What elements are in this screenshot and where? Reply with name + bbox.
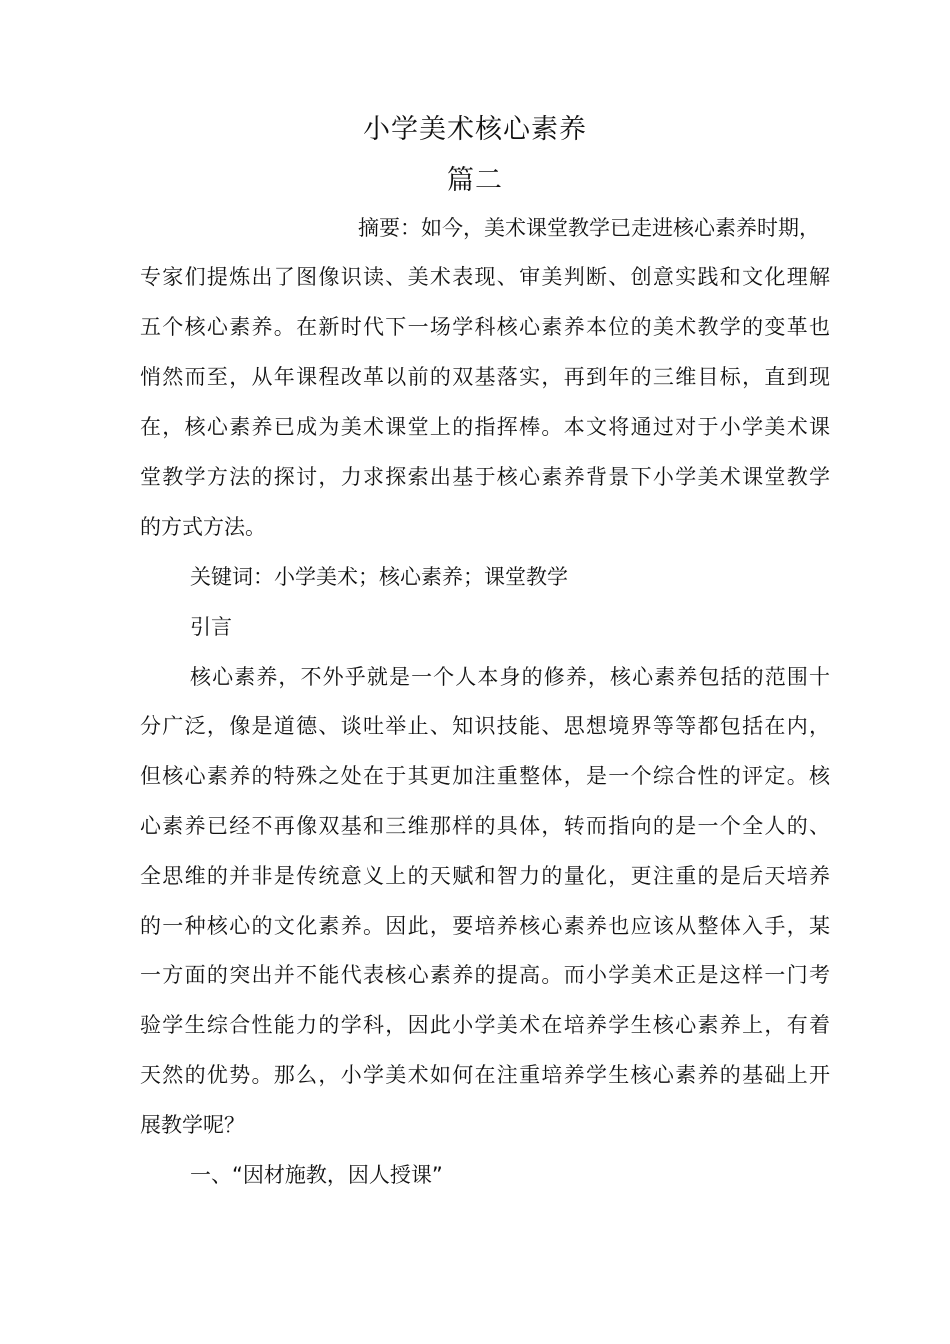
intro-line: 验学生综合性能力的学科，因此小学美术在培养学生核心素养上，有着 [140, 1013, 830, 1037]
intro-line: 分广泛，像是道德、谈吐举止、知识技能、思想境界等等都包括在内， [140, 714, 830, 738]
document-subtitle: 篇二 [447, 165, 503, 196]
abstract-line: 在，核心素养已成为美术课堂上的指挥棒。本文将通过对于小学美术课 [140, 415, 830, 439]
abstract-line: 堂教学方法的探讨，力求探索出基于核心素养背景下小学美术课堂教学 [140, 465, 830, 489]
section-heading: 一、“因材施教，因人授课” [190, 1163, 443, 1187]
intro-line: 但核心素养的特殊之处在于其更加注重整体，是一个综合性的评定。核 [140, 764, 830, 788]
abstract-line: 五个核心素养。在新时代下一场学科核心素养本位的美术教学的变革也 [140, 315, 830, 339]
intro-line: 心素养已经不再像双基和三维那样的具体，转而指向的是一个全人的、 [140, 814, 830, 838]
intro-line: 天然的优势。那么，小学美术如何在注重培养学生核心素养的基础上开 [140, 1063, 830, 1087]
document-title: 小学美术核心素养 [363, 114, 587, 145]
keywords: 关键词：小学美术；核心素养；课堂教学 [190, 565, 568, 589]
intro-line: 展教学呢？ [140, 1113, 245, 1137]
intro-line: 全思维的并非是传统意义上的天赋和智力的量化，更注重的是后天培养 [140, 864, 830, 888]
intro-line: 核心素养，不外乎就是一个人本身的修养，核心素养包括的范围十 [190, 665, 830, 689]
intro-heading: 引言 [190, 615, 232, 639]
abstract-line: 的方式方法。 [140, 515, 266, 539]
abstract-line: 悄然而至，从年课程改革以前的双基落实，再到年的三维目标，直到现 [140, 365, 830, 389]
intro-line: 的一种核心的文化素养。因此，要培养核心素养也应该从整体入手，某 [140, 914, 830, 938]
intro-line: 一方面的突出并不能代表核心素养的提高。而小学美术正是这样一门考 [140, 963, 830, 987]
abstract-line: 摘要：如今，美术课堂教学已走进核心素养时期， [358, 216, 820, 240]
abstract-line: 专家们提炼出了图像识读、美术表现、审美判断、创意实践和文化理解 [140, 265, 830, 289]
